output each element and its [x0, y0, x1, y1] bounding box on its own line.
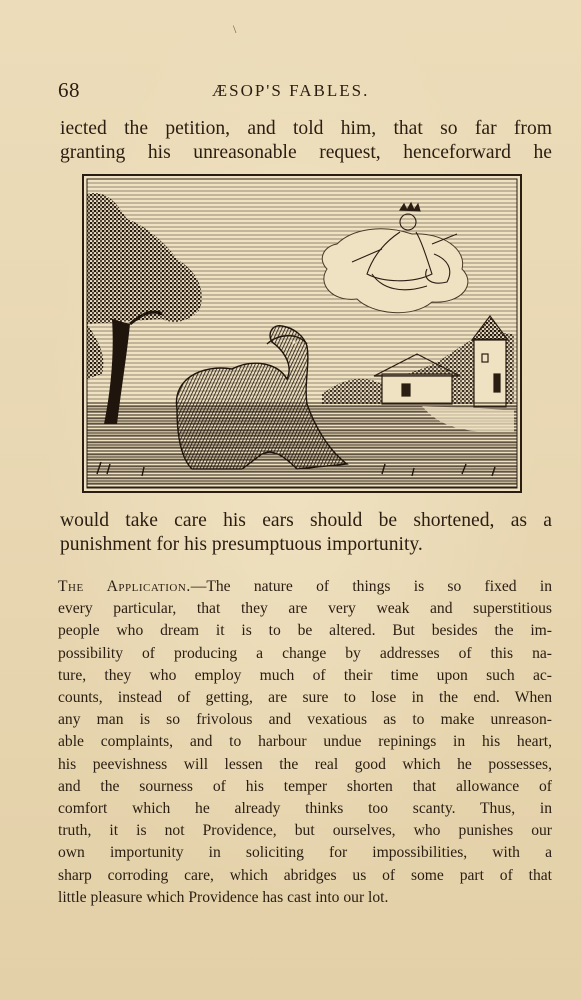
stray-mark: \: [233, 22, 237, 36]
fable-text-lower: [60, 509, 552, 557]
application-heading: The Application.: [58, 578, 191, 595]
text-line: [58, 576, 552, 598]
text-line: people who dream it is to be altered. But besides the im-: [58, 622, 552, 640]
page-number: 68: [58, 78, 80, 102]
text-line: and the sourness of his temper shorten that allowance of: [58, 777, 552, 795]
text-line: own importunity in soliciting for impossibilities, with a: [58, 844, 552, 862]
text-line: ture, they who employ much of their time upon such ac-: [58, 666, 552, 684]
text-line: punishment for his presumptuous importunity.: [60, 534, 423, 555]
text-line: counts, instead of getting, are sure to lose in the end. When: [58, 689, 552, 707]
text-line: would take care his ears should be shortened, as a: [60, 510, 552, 531]
text-line: little pleasure which Providence has cast into our lot.: [58, 888, 389, 906]
text-line: any man is so frivolous and vexatious as to make unreason-: [58, 711, 552, 729]
text-line: possibility of producing a change by addresses of this na-: [58, 644, 552, 662]
text-line: sharp corroding care, which abridges us of some part of that: [58, 866, 552, 884]
text-line: truth, it is not Providence, but ourselves, who punishes our: [58, 822, 552, 840]
application-first-line: —The nature of things is so fixed in: [190, 578, 552, 595]
text-line: iected the petition, and told him, that so far from: [60, 118, 552, 139]
text-line: his peevishness will lessen the real good which he possesses,: [58, 755, 552, 773]
woodcut-illustration: [82, 174, 522, 493]
running-title: ÆSOP'S FABLES.: [212, 81, 370, 100]
text-line: able complaints, and to harbour undue repinings in his heart,: [58, 733, 552, 751]
text-line: comfort which he already thinks too scanty. Thus, in: [58, 800, 552, 818]
text-line: every particular, that they are very weak and superstitious: [58, 600, 552, 618]
application-paragraph: [58, 576, 552, 909]
fable-text-upper: [60, 117, 552, 165]
text-line: granting his unreasonable request, henceforward he: [60, 142, 552, 163]
